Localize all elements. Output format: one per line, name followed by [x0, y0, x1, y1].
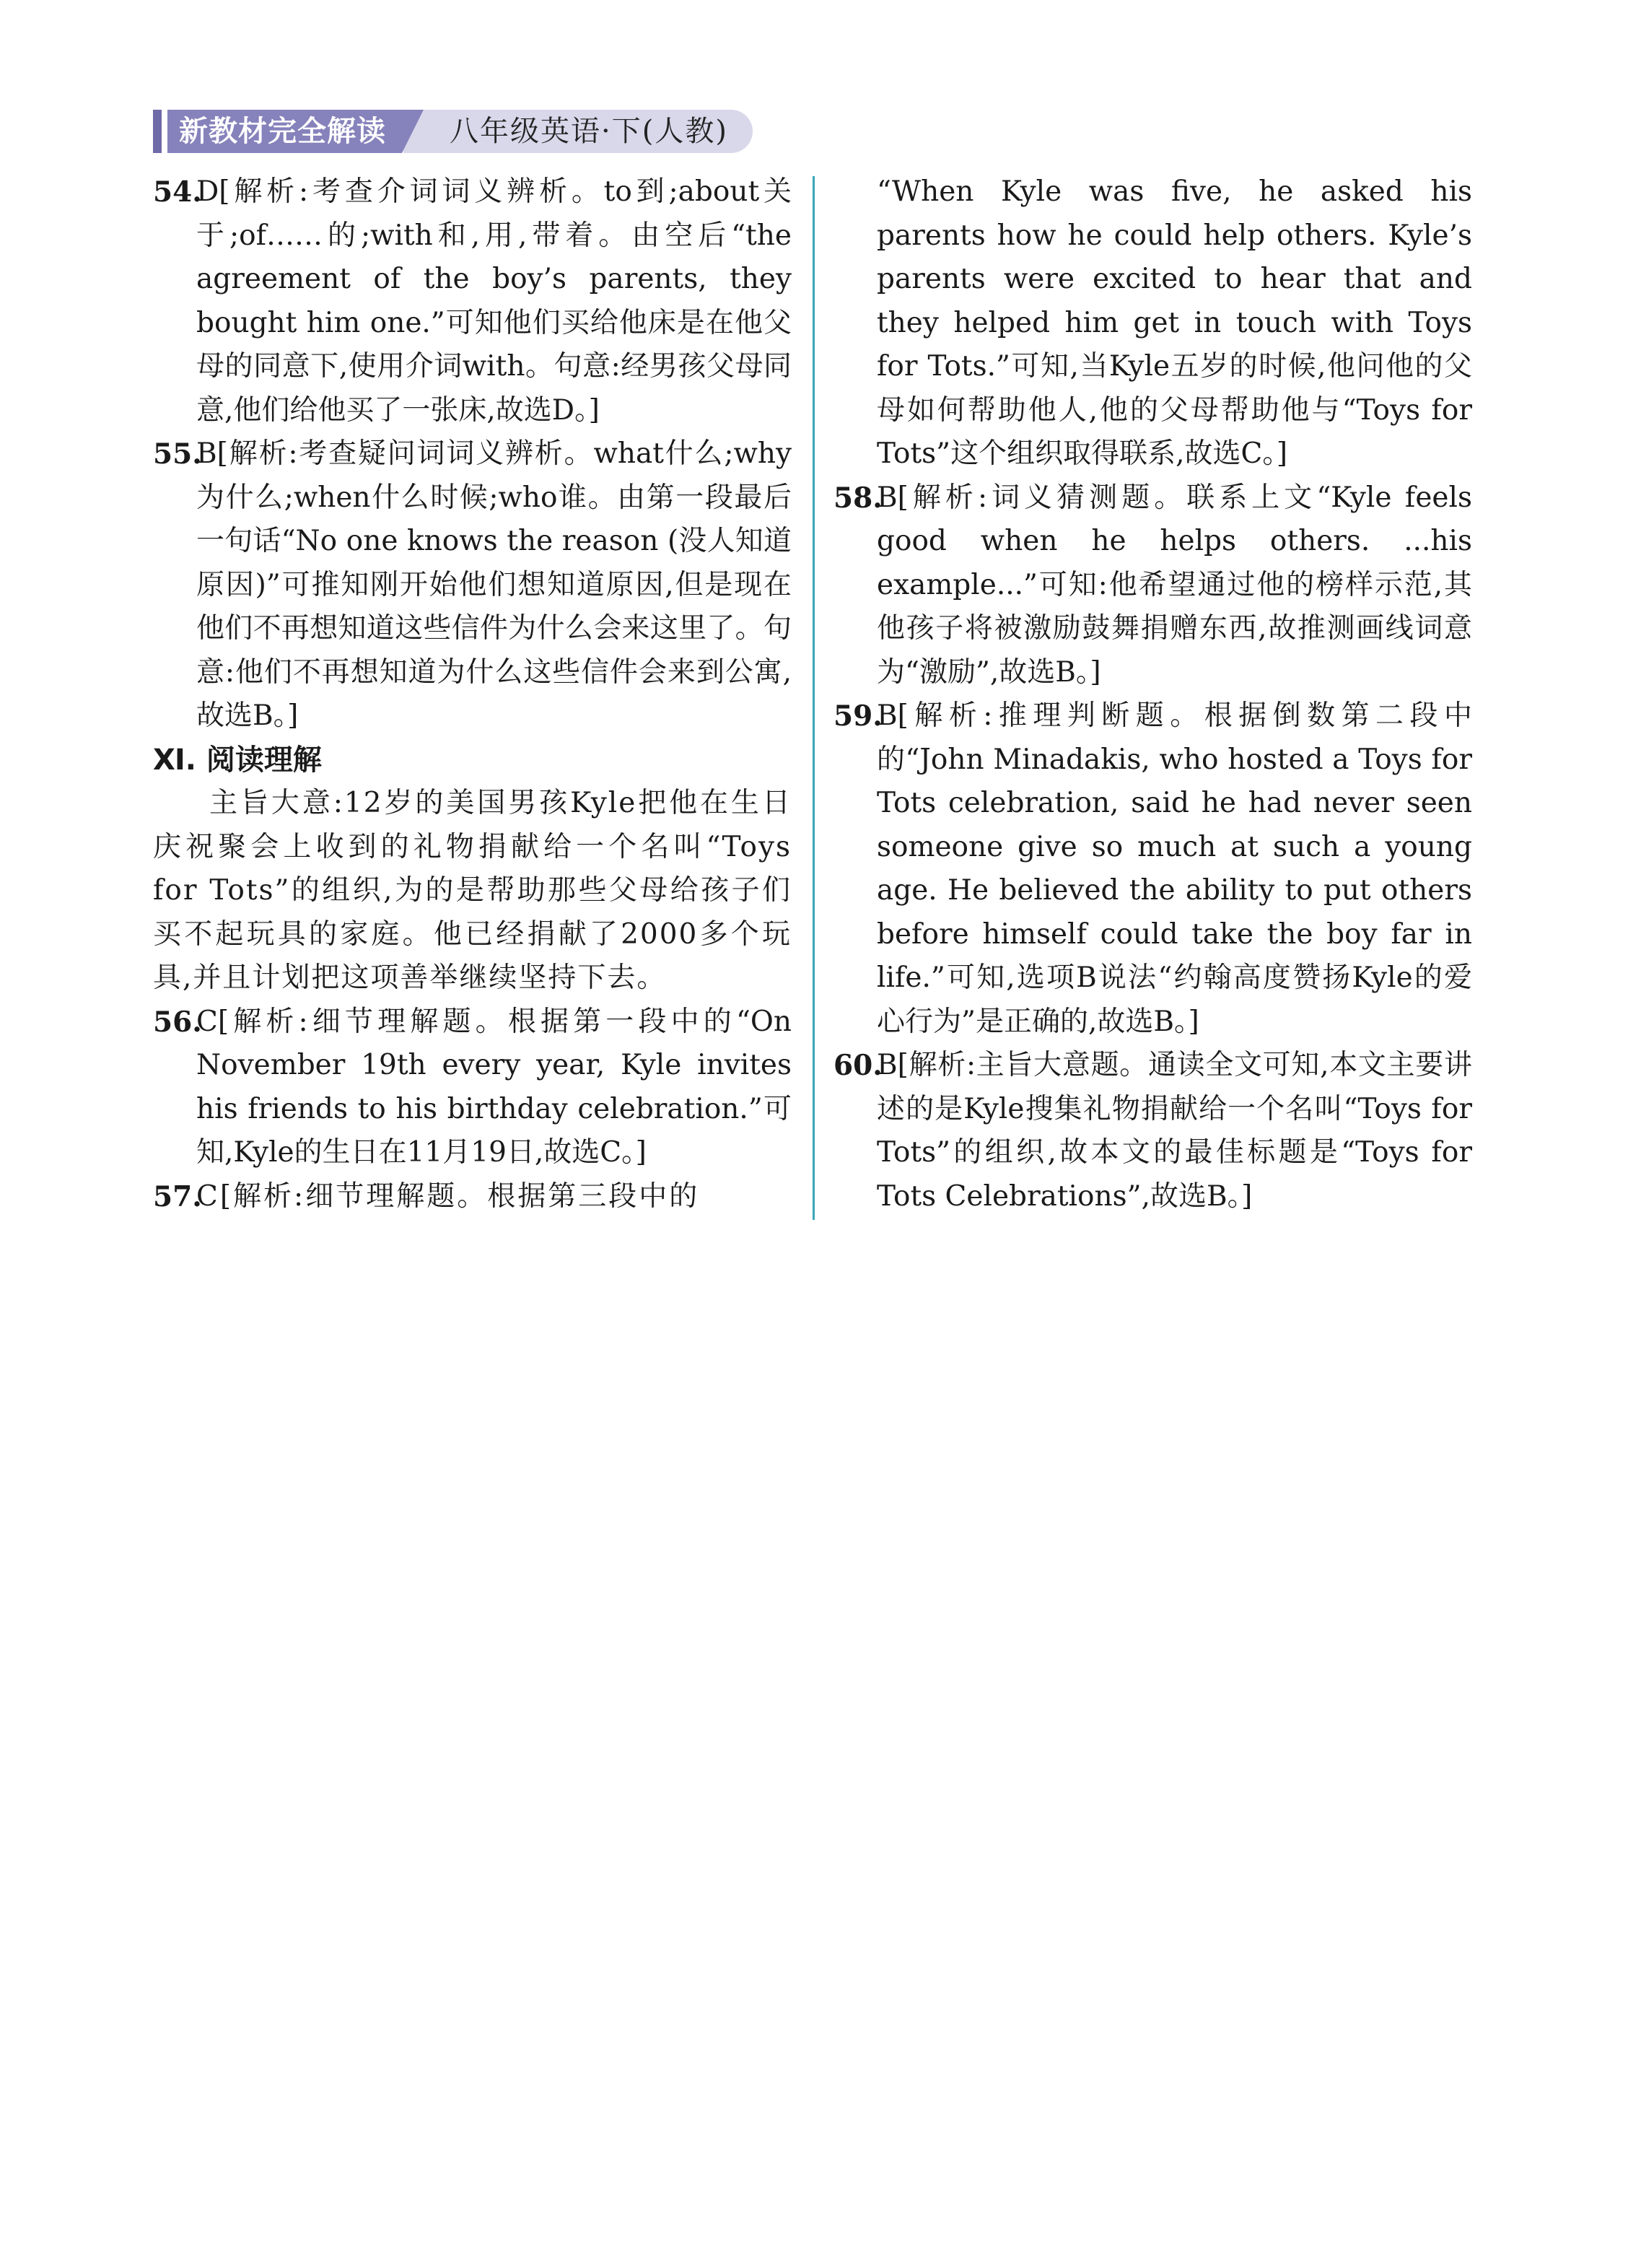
answer-text: C[解析:细节理解题。根据第三段中的 — [196, 1179, 700, 1213]
column-divider — [813, 176, 815, 1220]
answer-59 — [833, 694, 1472, 1044]
header-accent-bar — [153, 110, 162, 153]
answer-55 — [153, 432, 792, 738]
question-number: 56. — [153, 1005, 202, 1039]
answer-57 — [153, 1175, 792, 1219]
answer-60 — [833, 1044, 1472, 1218]
answer-57-continued: “When Kyle was five, he asked his parents how he could help others. Kyle’s parents were excited to hear that and they helped him get in touch with Toys for Tots.”可知,当Kyle五岁的时候,他问他的父母如何帮助他人,他的父母帮助他与“Toys for Tots”这个组织取得联系,故选C。] — [877, 175, 1472, 470]
answer-text: B[解析:推理判断题。根据倒数第二段中的“John Minadakis, who hosted a Toys for Tots celebration, said he had never seen someone give so much at such a young age. He believed the ability to put others before himself could take the boy far in life.”可知,选项B说法“约翰高度赞扬Kyle的爱心行为”是正确的,故选B。] — [877, 699, 1472, 1038]
right-column — [833, 170, 1472, 1218]
answer-text: B[解析:主旨大意题。通读全文可知,本文主要讲述的是Kyle搜集礼物捐献给一个名叫“Toys for Tots”的组织,故本文的最佳标题是“Toys for Tots Celebrations”,故选B。] — [877, 1049, 1472, 1213]
left-column — [153, 170, 792, 1218]
question-number: 60. — [833, 1049, 883, 1082]
question-number: 59. — [833, 699, 883, 733]
question-number: 57. — [153, 1179, 202, 1213]
summary-paragraph: 主旨大意:12岁的美国男孩Kyle把他在生日庆祝聚会上收到的礼物捐献给一个名叫“Toys for Tots”的组织,为的是帮助那些父母给孩子们买不起玩具的家庭。他已经捐献了2000多个玩具,并且计划把这项善举继续坚持下去。 — [153, 787, 792, 994]
header-subject: 八年级英语·下(人教) — [403, 110, 753, 153]
answer-text: B[解析:考查疑问词词义辨析。what什么;why为什么;when什么时候;who谁。由第一段最后一句话“No one knows the reason (没人知道原因)”可推知刚开始他们想知道原因,但是现在他们不再想知道这些信件为什么会来这里了。句意:他们不再想知道为什么这些信件会来到公寓,故选B。] — [196, 437, 792, 732]
page-header — [153, 110, 753, 153]
answer-58 — [833, 476, 1472, 695]
question-number: 55. — [153, 437, 202, 471]
answer-54 — [153, 170, 792, 432]
answer-text: D[解析:考查介词词义辨析。to到;about关于;of……的;with和,用,带着。由空后“the agreement of the boy’s parents, they bought him one.”可知他们买给他床是在他父母的同意下,使用介词with。句意:经男孩父母同意,他们给他买了一张床,故选D。] — [196, 175, 792, 427]
question-number: 54. — [153, 175, 202, 209]
answer-56 — [153, 1000, 792, 1175]
question-number: 58. — [833, 481, 883, 515]
answer-text: B[解析:词义猜测题。联系上文“Kyle feels good when he helps others. ...his example...”可知:他希望通过他的榜样示范,其他孩子将被激励鼓舞捐赠东西,故推测画线词意为“激励”,故选B。] — [877, 481, 1472, 689]
section-title: Ⅺ. 阅读理解 — [153, 743, 322, 777]
answer-text: C[解析:细节理解题。根据第一段中的“On November 19th every year, Kyle invites his friends to his birthday celebration.”可知,Kyle的生日在11月19日,故选C。] — [196, 1005, 792, 1169]
header-brand: 新教材完全解读 — [167, 110, 402, 153]
